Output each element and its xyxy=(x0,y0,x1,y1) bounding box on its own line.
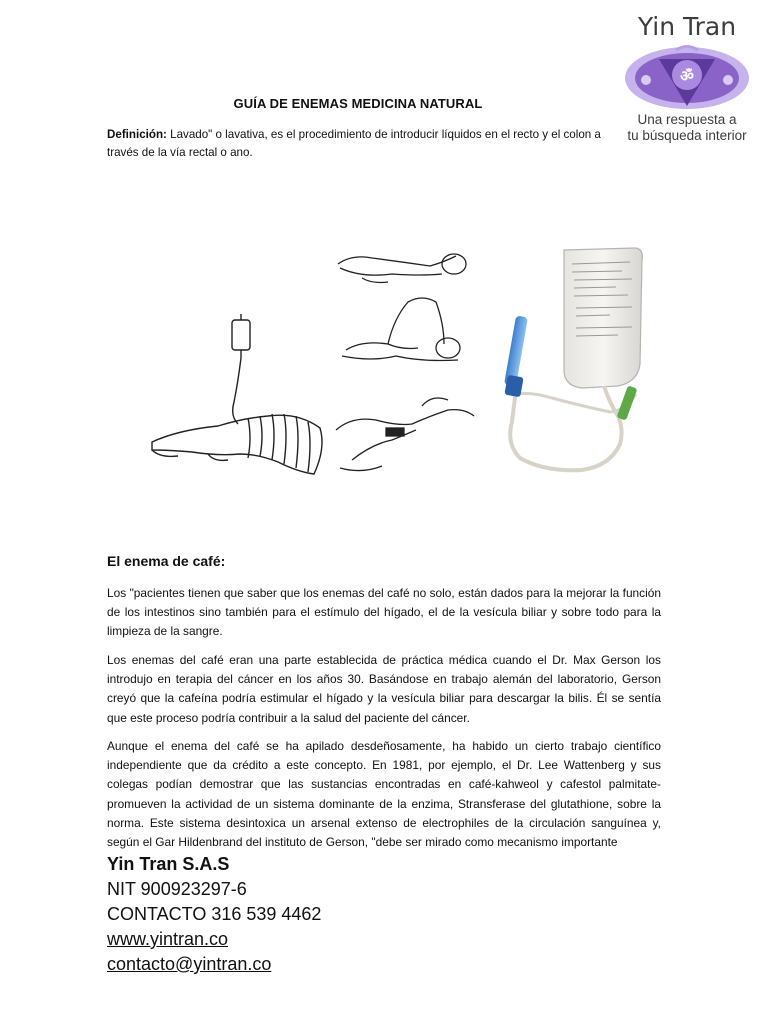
contact-block xyxy=(107,852,321,977)
enema-positions-illustration xyxy=(332,244,480,484)
svg-text:ॐ: ॐ xyxy=(680,67,694,85)
definition-label: Definición: xyxy=(107,128,167,141)
section-heading: El enema de café: xyxy=(107,553,226,569)
body-paragraph-3: Aunque el enema del café se ha apilado desdeñosamente, ha habido un cierto trabajo científico independiente que da crédito a este concepto. En 1981, por ejemplo, el Dr. Lee Wattenberg y sus colegas podían demostrar que las sustancias encontradas en café-kahweol y cafestol palmitate-promueven la actividad de un sistema dominante de la enzima, Stransferase del glutathione, sobre la norma. Este sistema desintoxica un arsenal extenso de electrophiles de la circulación sanguínea y, según el Gar Hildenbrand del instituto de Gerson, "debe ser mirado como mecanismo importante xyxy=(107,739,661,850)
email-link[interactable]: contacto@yintran.co xyxy=(107,954,272,974)
contact-phone: CONTACTO 316 539 4462 xyxy=(107,904,322,924)
tagline-line-1: Una respuesta a xyxy=(637,112,737,127)
nit-number: NIT 900923297-6 xyxy=(107,879,247,899)
website-link[interactable]: www.yintran.co xyxy=(107,929,229,949)
patient-enema-illustration xyxy=(148,312,328,484)
brand-name: Yin Tran xyxy=(637,12,737,41)
enema-bag-kit-photo xyxy=(492,244,662,480)
brand-logo xyxy=(612,6,762,146)
body-paragraph-2: Los enemas del café eran una parte establecida de práctica médica cuando el Dr. Max Gerson los introdujo en terapia del cáncer en los años 30. Basándose en trabajo alemán del laboratorio, Gerson creyó que la cafeína podría estimular el hígado y la vesícula biliar para descargar la bilis. Él se sentía que este proceso podría contribuir a la salud del paciente del cáncer. xyxy=(107,653,661,725)
document-title: GUÍA DE ENEMAS MEDICINA NATURAL xyxy=(233,96,483,111)
definition-paragraph xyxy=(107,126,612,162)
brand-tagline xyxy=(612,112,762,144)
tagline-line-2: tu búsqueda interior xyxy=(627,128,747,143)
body-paragraph-1: Los "pacientes tienen que saber que los enemas del café no solo, están dados para la mejorar la función de los intestinos sino también para el estímulo del hígado, el de la vesícula biliar y sobre todo para la limpieza de la sangre. xyxy=(107,586,661,639)
company-name: Yin Tran S.A.S xyxy=(107,854,230,874)
definition-text: Lavado" o lavativa, es el procedimiento de introducir líquidos en el recto y el colon a través de la vía rectal o ano. xyxy=(107,128,601,159)
